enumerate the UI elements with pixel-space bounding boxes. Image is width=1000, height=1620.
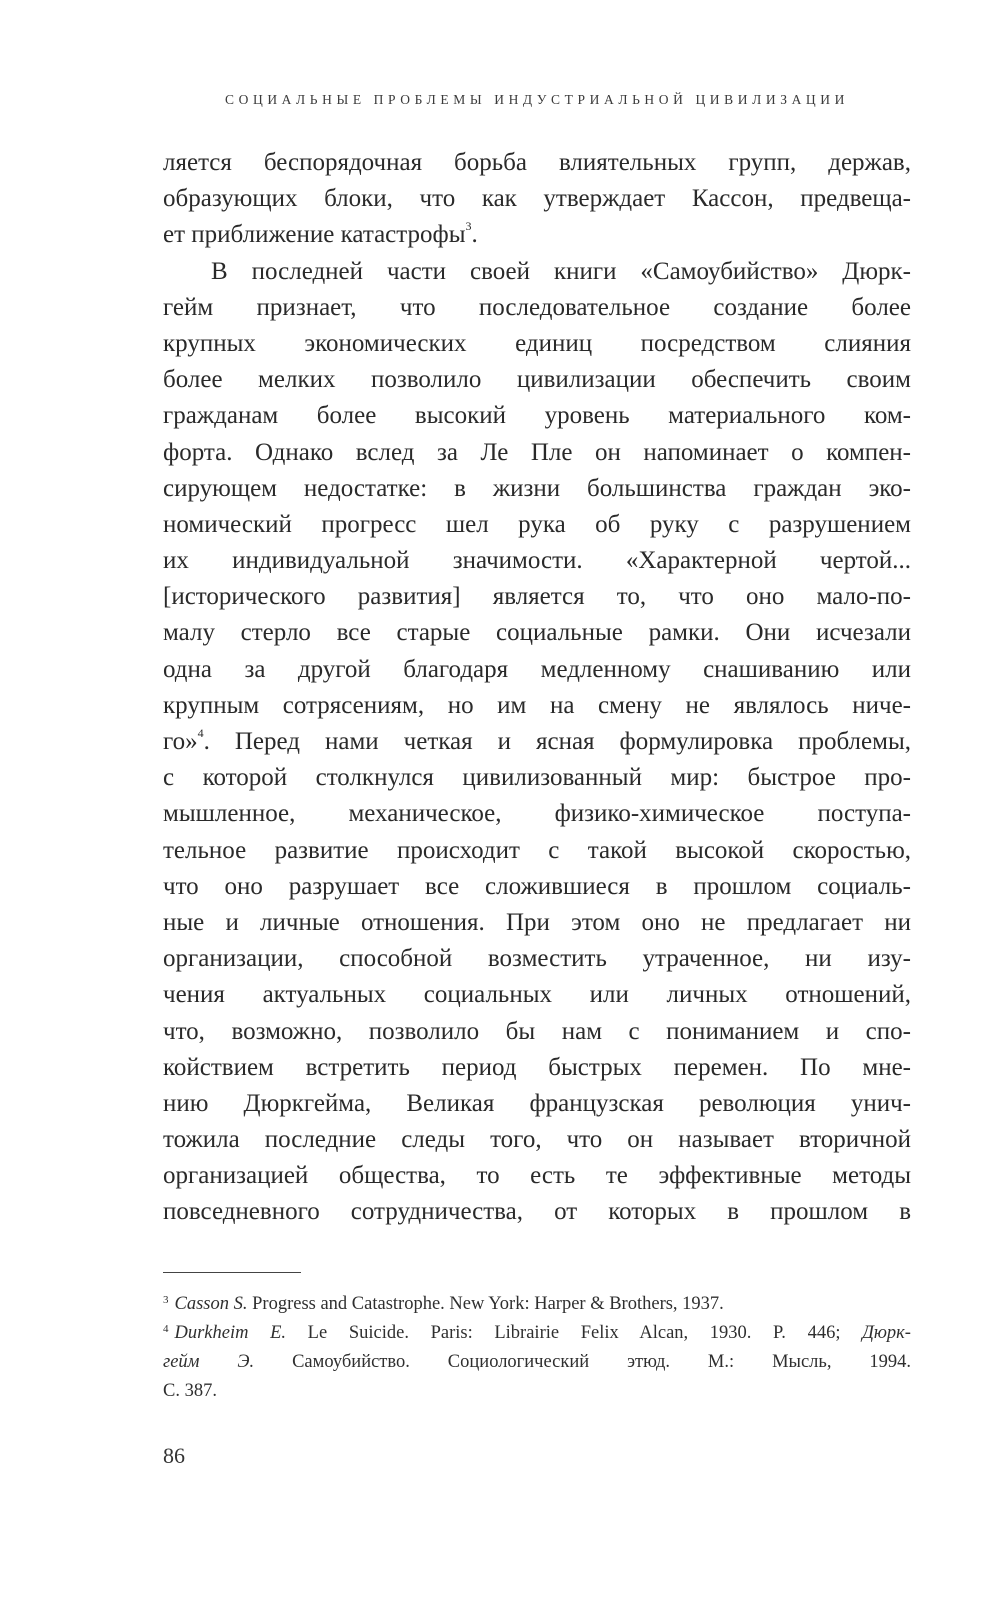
- text-line: гражданам более высокий уровень материального ком-: [163, 402, 911, 430]
- footnote-ref-3[interactable]: 3: [465, 219, 472, 234]
- footnote-4-cont: С. 387.: [163, 1381, 217, 1401]
- text-line: [исторического развития] является то, что оно мало-по-: [163, 583, 911, 611]
- running-head: СОЦИАЛЬНЫЕ ПРОБЛЕМЫ ИНДУСТРИАЛЬНОЙ ЦИВИЛИЗАЦИИ: [225, 92, 849, 107]
- text-line: тожила последние следы того, что он называет вторичной: [163, 1126, 911, 1154]
- text-line: ные и личные отношения. При этом оно не предлагает ни: [163, 908, 911, 936]
- text-line: форта. Однако вслед за Ле Пле он напоминает о компен-: [163, 438, 911, 466]
- footnotes: [163, 1290, 911, 1406]
- text-line: их индивидуальной значимости. «Характерной чертой...: [163, 547, 911, 575]
- footnote-divider: [163, 1272, 301, 1273]
- footnote-author: Durkheim E.: [174, 1323, 287, 1343]
- text-fragment: .: [471, 221, 478, 249]
- footnote-author: гейм Э.: [163, 1352, 255, 1372]
- text-fragment: го»: [163, 728, 198, 755]
- footnote-ref-4[interactable]: 4: [197, 726, 204, 740]
- text-line: койствием встретить период быстрых перемен. По мне-: [163, 1053, 911, 1081]
- text-line: гейм признает, что последовательное создание более: [163, 293, 911, 321]
- text-line: с которой столкнулся цивилизованный мир: быстрое про-: [163, 764, 911, 792]
- text-line: номический прогресс шел рука об руку с разрушением: [163, 510, 911, 538]
- page-number: 86: [163, 1443, 185, 1468]
- text-line: крупным сотрясениям, но им на смену не являлось ниче-: [163, 691, 911, 719]
- footnote-author: Дюрк-: [862, 1323, 911, 1343]
- footnote-4: [163, 1319, 911, 1348]
- text-line: малу стерло все старые социальные рамки. Они исчезали: [163, 619, 911, 647]
- footnote-4-cont: [163, 1348, 911, 1377]
- text-line: [163, 217, 911, 253]
- text-line: чения актуальных социальных или личных отношений,: [163, 981, 911, 1009]
- text-line: крупных экономических единиц посредством слияния: [163, 329, 911, 357]
- text-line: образующих блоки, что как утверждает Кассон, предвеща-: [163, 185, 911, 213]
- footnote-text: Самоубийство. Социологический этюд. М.: Мысль, 1994.: [254, 1352, 911, 1372]
- text-line: что оно разрушает все сложившиеся в прошлом социаль-: [163, 872, 911, 900]
- text-line: более мелких позволило цивилизации обеспечить своим: [163, 366, 911, 394]
- text-line: ляется беспорядочная борьба влиятельных групп, держав,: [163, 149, 911, 176]
- text-line: мышленное, механическое, физико-химическое поступа-: [163, 800, 911, 828]
- text-line: организацией общества, то есть те эффективные методы: [163, 1162, 911, 1190]
- text-line: одна за другой благодаря медленному снашиванию или: [163, 655, 911, 683]
- footnote-number: 4: [163, 1323, 169, 1335]
- body-text: [163, 145, 911, 1231]
- text-line: что, возможно, позволило бы нам с пониманием и спо-: [163, 1017, 911, 1045]
- text-fragment: ет приближение катастрофы: [163, 221, 466, 249]
- text-line: тельное развитие происходит с такой высокой скоростью,: [163, 836, 911, 864]
- footnote-author: Casson S.: [174, 1294, 248, 1314]
- text-fragment: . Перед нами четкая и ясная формулировка проблемы,: [203, 728, 911, 755]
- text-line: нию Дюркгейма, Великая французская революция унич-: [163, 1089, 911, 1117]
- footnote-text: Le Suicide. Paris: Librairie Felix Alcan, 1930. P. 446;: [286, 1323, 863, 1343]
- text-line: [163, 724, 911, 760]
- text-line: организации, способной возместить утраченное, ни изу-: [163, 945, 911, 973]
- text-line: повседневного сотрудничества, от которых в прошлом в: [163, 1198, 911, 1226]
- footnote-number: 3: [163, 1294, 169, 1306]
- paragraph-start-line: В последней части своей книги «Самоубийство» Дюрк-: [211, 257, 911, 285]
- text-line: сирующем недостатке: в жизни большинства граждан эко-: [163, 474, 911, 502]
- footnote-3: [163, 1290, 911, 1319]
- footnote-text: Progress and Catastrophe. New York: Harper & Brothers, 1937.: [247, 1294, 724, 1314]
